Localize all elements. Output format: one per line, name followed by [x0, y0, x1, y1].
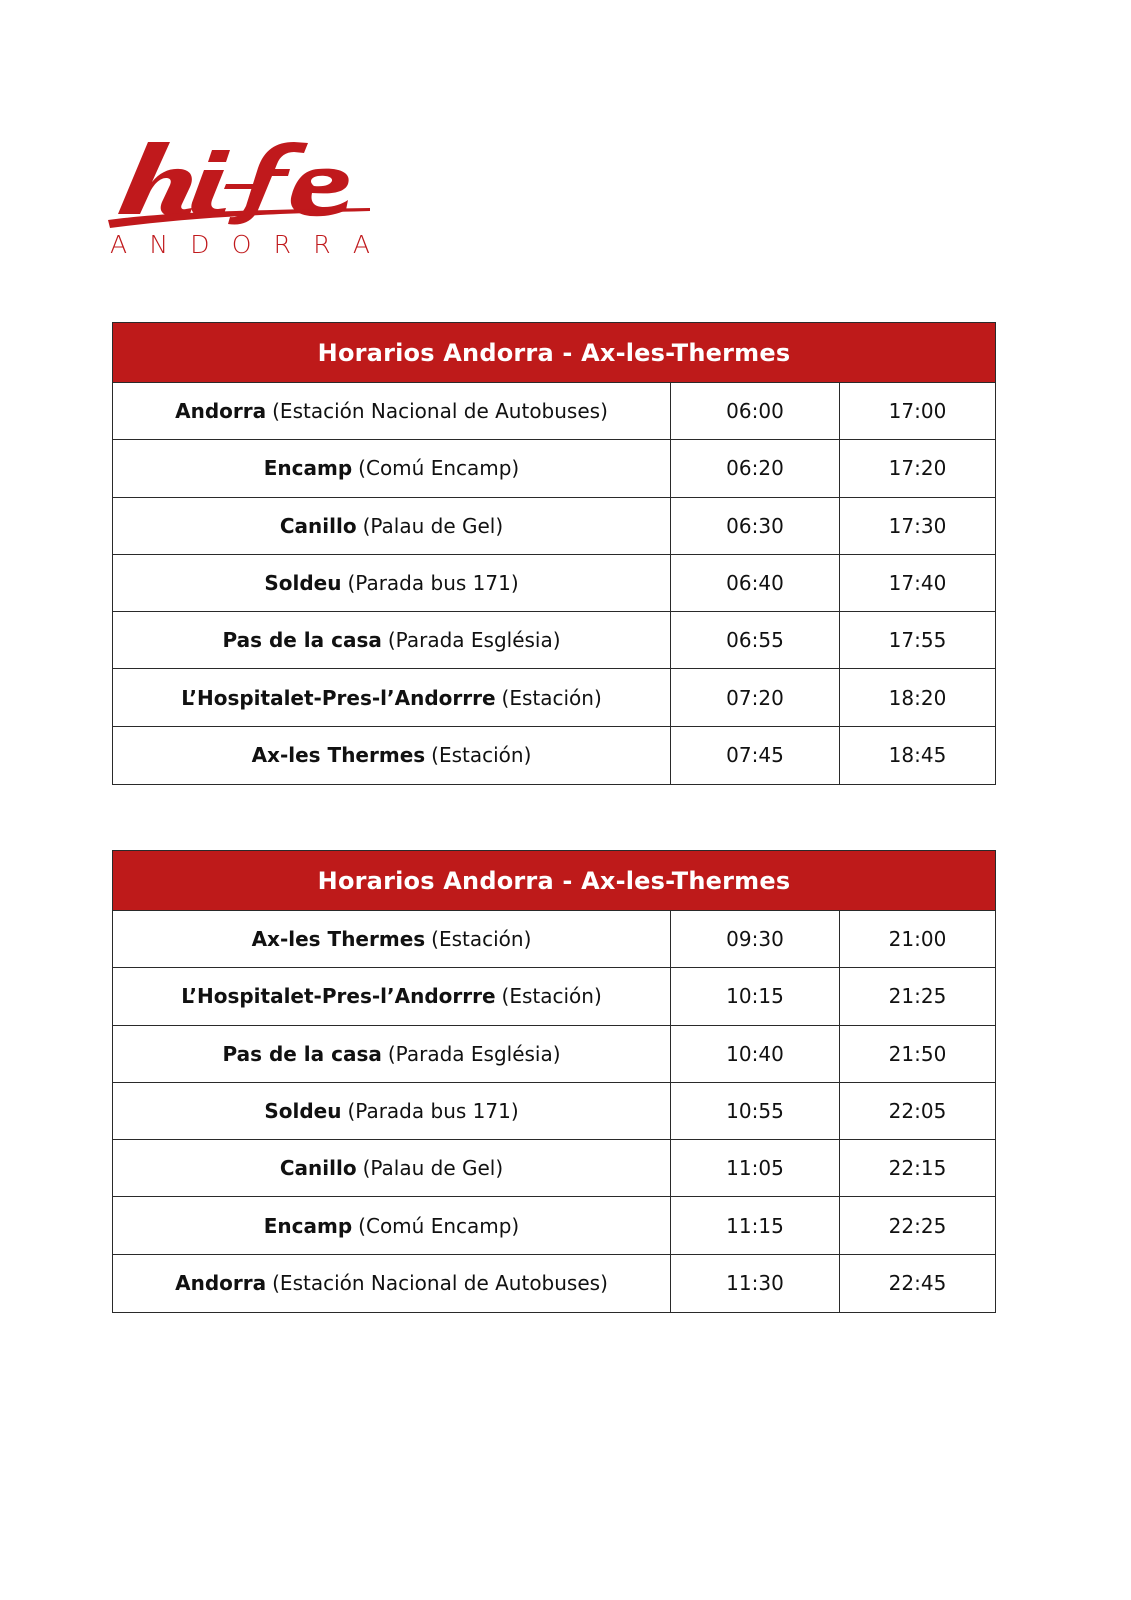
stop-detail: (Palau de Gel): [362, 1156, 504, 1181]
stop-detail: (Estación Nacional de Autobuses): [272, 1271, 608, 1296]
stop-cell: [113, 1197, 671, 1253]
stop-cell: [113, 968, 671, 1024]
stop-cell: [113, 383, 671, 439]
logo-letter: O: [231, 230, 252, 259]
logo-letter: N: [149, 230, 169, 259]
departure-time-morning: 07:20: [671, 669, 840, 725]
table-row: [113, 1197, 995, 1254]
stop-detail: (Estación): [431, 743, 532, 768]
table-row: [113, 727, 995, 784]
stop-name: L’Hospitalet-Pres-l’Andorrre: [181, 984, 496, 1009]
stop-cell: [113, 1083, 671, 1139]
departure-time-evening: 22:45: [888, 1271, 947, 1296]
table-row: [113, 1083, 995, 1140]
departure-time-evening: 17:20: [888, 456, 947, 481]
logo-letter: A: [110, 230, 128, 259]
departure-time-morning: 06:30: [671, 498, 840, 554]
logo-subtitle-andorra: [110, 231, 370, 259]
stop-name: Canillo: [279, 513, 357, 538]
stop-name: Pas de la casa: [222, 628, 382, 653]
table-row: [113, 498, 995, 555]
stop-name: Soldeu: [264, 571, 342, 596]
stop-detail: (Comú Encamp): [358, 456, 520, 481]
stop-cell: [113, 498, 671, 554]
stop-detail: (Estación): [431, 927, 532, 952]
stop-cell: [113, 1255, 671, 1312]
stop-name: Ax-les Thermes: [251, 743, 426, 768]
stop-name: Ax-les Thermes: [251, 927, 426, 952]
hife-wordmark-logo: [108, 138, 370, 228]
logo-letter: R: [273, 230, 292, 259]
table-row: [113, 1255, 995, 1312]
table-row: [113, 440, 995, 497]
logo-letter: D: [190, 230, 210, 259]
table-row: [113, 383, 995, 440]
departure-time-morning: 06:55: [671, 612, 840, 668]
departure-time-evening: 17:00: [888, 399, 947, 424]
departure-time-evening: 21:50: [888, 1041, 947, 1066]
departure-time-morning: 06:20: [671, 440, 840, 496]
departure-time-evening: 21:25: [888, 984, 947, 1009]
stop-cell: [113, 911, 671, 967]
table-row: [113, 968, 995, 1025]
departure-time-evening: 18:20: [888, 685, 947, 710]
stop-detail: (Parada Església): [387, 628, 561, 653]
departure-time-morning: 10:55: [671, 1083, 840, 1139]
departure-time-morning: 11:30: [671, 1255, 840, 1312]
departure-time-evening: 18:45: [888, 743, 947, 768]
timetable-outbound: [112, 322, 996, 785]
table-row: [113, 612, 995, 669]
timetable-title: Horarios Andorra - Ax-les-Thermes: [113, 323, 995, 383]
table-row: [113, 911, 995, 968]
departure-time-morning: 10:40: [671, 1026, 840, 1082]
stop-cell: [113, 1026, 671, 1082]
stop-name: Canillo: [279, 1156, 357, 1181]
departure-time-evening: 17:55: [888, 628, 947, 653]
logo-letter: A: [352, 230, 370, 259]
timetable-title: Horarios Andorra - Ax-les-Thermes: [113, 851, 995, 911]
stop-detail: (Parada bus 171): [347, 1099, 519, 1124]
stop-name: Andorra: [175, 399, 267, 424]
departure-time-evening: 22:15: [888, 1156, 947, 1181]
departure-time-morning: 11:05: [671, 1140, 840, 1196]
stop-cell: [113, 555, 671, 611]
stop-cell: [113, 440, 671, 496]
table-row: [113, 669, 995, 726]
stop-name: L’Hospitalet-Pres-l’Andorrre: [181, 685, 496, 710]
departure-time-evening: 22:25: [888, 1213, 947, 1238]
stop-name: Encamp: [263, 1213, 353, 1238]
stop-cell: [113, 669, 671, 725]
stop-detail: (Parada bus 171): [347, 571, 519, 596]
stop-cell: [113, 612, 671, 668]
stop-detail: (Parada Església): [387, 1041, 561, 1066]
stop-detail: (Estación): [501, 685, 602, 710]
departure-time-evening: 21:00: [888, 927, 947, 952]
stop-cell: [113, 1140, 671, 1196]
stop-name: Andorra: [175, 1271, 267, 1296]
stop-detail: (Palau de Gel): [362, 513, 504, 538]
departure-time-evening: 17:40: [888, 571, 947, 596]
departure-time-morning: 06:40: [671, 555, 840, 611]
departure-time-morning: 09:30: [671, 911, 840, 967]
departure-time-morning: 11:15: [671, 1197, 840, 1253]
stop-detail: (Estación Nacional de Autobuses): [272, 399, 608, 424]
timetable-return: [112, 850, 996, 1313]
stop-name: Pas de la casa: [222, 1041, 382, 1066]
stop-cell: [113, 727, 671, 784]
departure-time-evening: 22:05: [888, 1099, 947, 1124]
table-row: [113, 1140, 995, 1197]
departure-time-morning: 07:45: [671, 727, 840, 784]
departure-time-morning: 10:15: [671, 968, 840, 1024]
stop-detail: (Comú Encamp): [358, 1213, 520, 1238]
table-row: [113, 555, 995, 612]
stop-name: Soldeu: [264, 1099, 342, 1124]
logo-letter: R: [313, 230, 331, 259]
stop-detail: (Estación): [501, 984, 602, 1009]
departure-time-evening: 17:30: [888, 513, 947, 538]
hife-andorra-logo: [108, 138, 370, 260]
stop-name: Encamp: [263, 456, 353, 481]
departure-time-morning: 06:00: [671, 383, 840, 439]
table-row: [113, 1026, 995, 1083]
